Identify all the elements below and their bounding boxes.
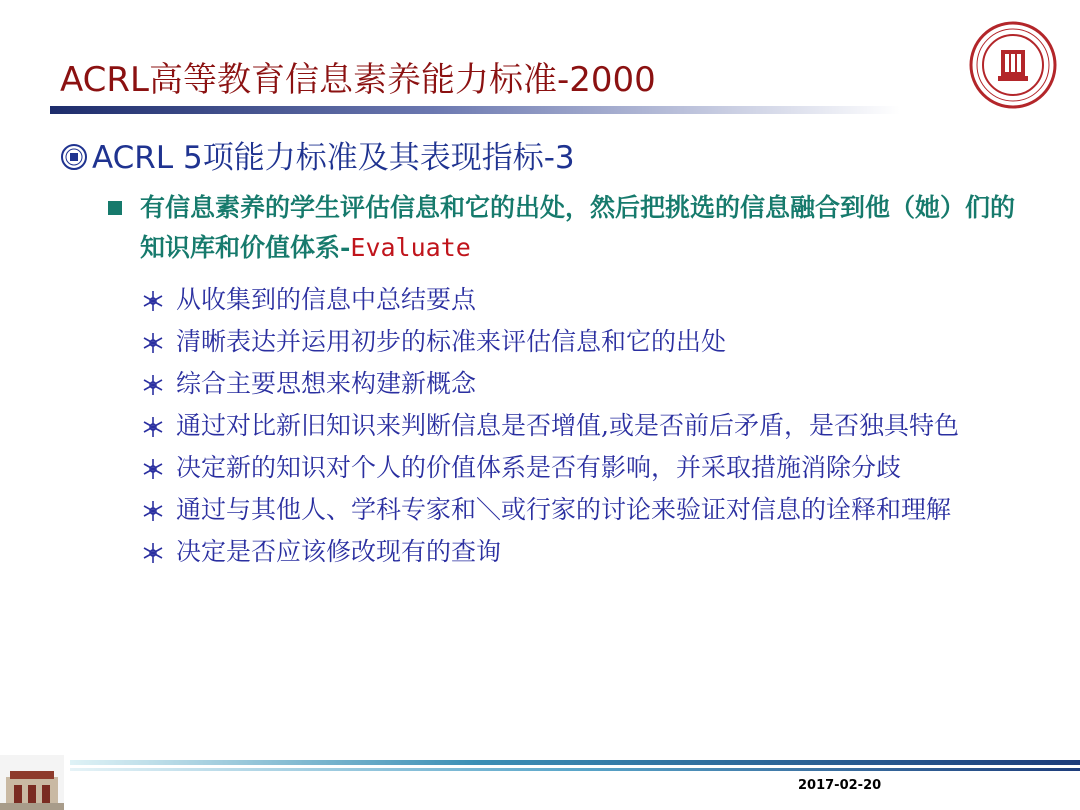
seal-bullet-icon bbox=[60, 143, 88, 171]
slide-title: ACRL高等教育信息素养能力标准-2000 bbox=[60, 60, 656, 100]
list-item bbox=[140, 280, 1040, 320]
section-heading bbox=[60, 132, 575, 177]
main-point bbox=[108, 188, 1038, 268]
list-item-text: 清晰表达并运用初步的标准来评估信息和它的出处 bbox=[176, 327, 727, 356]
section-heading-text: ACRL 5项能力标准及其表现指标-3 bbox=[92, 140, 575, 176]
list-item-text: 决定是否应该修改现有的查询 bbox=[176, 537, 502, 566]
title-divider bbox=[50, 106, 900, 114]
university-seal-icon bbox=[968, 20, 1058, 110]
ornament-bullet-icon bbox=[140, 288, 166, 314]
list-item bbox=[140, 532, 1040, 572]
campus-gate-image bbox=[0, 755, 64, 810]
ornament-bullet-icon bbox=[140, 414, 166, 440]
square-bullet-icon bbox=[108, 201, 122, 215]
list-item-text: 综合主要思想来构建新概念 bbox=[176, 369, 477, 398]
list-item bbox=[140, 490, 1040, 530]
indicator-list bbox=[140, 280, 1040, 574]
main-point-text: 有信息素养的学生评估信息和它的出处，然后把挑选的信息融合到他（她）们的知识库和价值体系- bbox=[140, 193, 1016, 262]
list-item-text: 通过对比新旧知识来判断信息是否增值,或是否前后矛盾，是否独具特色 bbox=[176, 411, 959, 440]
list-item bbox=[140, 322, 1040, 362]
ornament-bullet-icon bbox=[140, 330, 166, 356]
ornament-bullet-icon bbox=[140, 456, 166, 482]
list-item-text: 从收集到的信息中总结要点 bbox=[176, 285, 477, 314]
main-point-english: Evaluate bbox=[350, 233, 471, 262]
ornament-bullet-icon bbox=[140, 540, 166, 566]
ornament-bullet-icon bbox=[140, 372, 166, 398]
list-item bbox=[140, 406, 1040, 446]
list-item-text: 决定新的知识对个人的价值体系是否有影响，并采取措施消除分歧 bbox=[176, 453, 902, 482]
list-item bbox=[140, 364, 1040, 404]
list-item bbox=[140, 448, 1040, 488]
footer-divider bbox=[70, 760, 1080, 765]
ornament-bullet-icon bbox=[140, 498, 166, 524]
slide-date: 2017-02-20 bbox=[798, 778, 882, 793]
footer-divider-thin bbox=[70, 768, 1080, 771]
list-item-text: 通过与其他人、学科专家和＼或行家的讨论来验证对信息的诠释和理解 bbox=[176, 495, 952, 524]
